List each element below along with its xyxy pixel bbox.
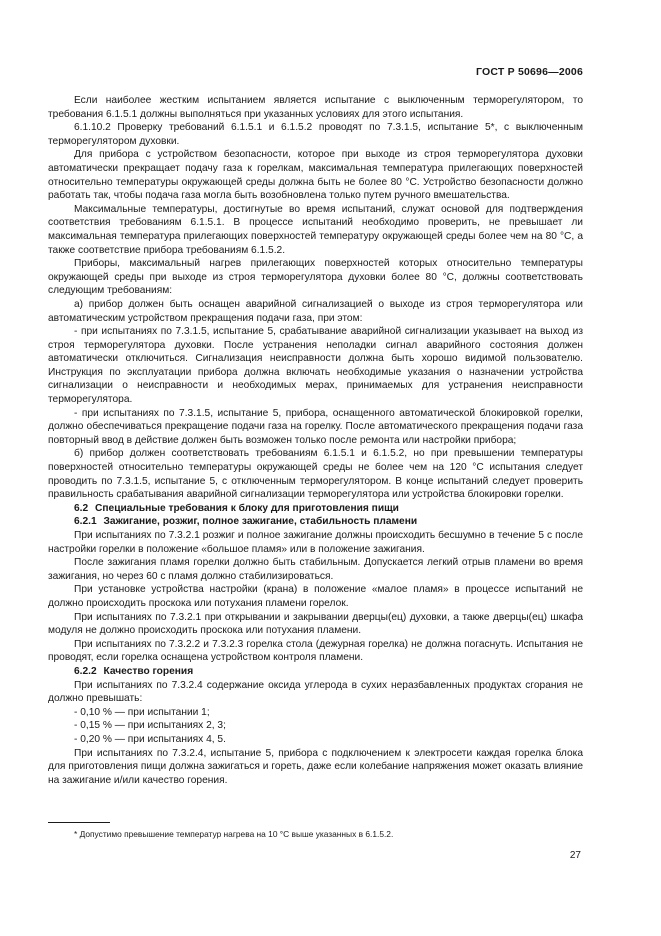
body-paragraph: б) прибор должен соответствовать требованиям 6.1.5.1 и 6.1.5.2, но при превышении температуры поверхностей относительно температуры окружающей среды не более чем на 120 °С испытания следует проводить по 7.3.1.5, испытание 5, с отключенным терморегулятором. В конце испытаний следует проверить правильность срабатывания аварийной сигнализации терморегулятора или устройства блокировки горелки. (48, 448, 583, 501)
footnote: * Допустимо превышение температур нагрева на 10 °С выше указанных в 6.1.5.2. (74, 829, 394, 839)
body-paragraph: При установке устройства настройки (крана) в положение «малое пламя» в процессе испытаний не должно происходить проскока или потухания пламени горелок. (48, 584, 583, 609)
body-paragraph: - 0,20 % — при испытаниях 4, 5. (74, 733, 226, 745)
body-paragraph: - при испытаниях по 7.3.1.5, испытание 5, срабатывание аварийной сигнализации указывает на выход из строя терморегулятора духовки. После устранения неполадки сигнал аварийного состояния должен автоматически отключиться. Сигнализация неисправности должна быть хорошо видимой пользователю. Инструкция по эксплуатации прибора должна включать необходимые указания о назначении устройства сигнализации о неисправности и необходимых мерах, принимаемых для устранения неисправности терморегулятора. (48, 326, 583, 406)
section-title: Специальные требования к блоку для приготовления пищи (95, 502, 399, 514)
page-number: 27 (569, 850, 581, 861)
body-paragraph: При испытаниях по 7.3.2.1 при открывании и закрывании дверцы(ец) духовки, а также дверцы(ец) шкафа модуля не должно происходить проскока или потухания пламени. (48, 611, 583, 637)
section-number: 6.2 (74, 502, 89, 514)
body-paragraph: При испытаниях по 7.3.2.2 и 7.3.2.3 горелка стола (дежурная горелка) не должна погаснуть. Испытания не проводят, если горелка оснащена устройством контроля пламени. (48, 638, 583, 664)
body-paragraph: Если наиболее жестким испытанием является испытание с выключенным терморегулятором, то требования 6.1.5.1 должны выполняться при указанных условиях для этого испытания. (48, 95, 583, 120)
section-title: Зажигание, розжиг, полное зажигание, стабильность пламени (103, 516, 418, 528)
document-body (48, 94, 583, 787)
body-paragraph: Приборы, максимальный нагрев прилегающих поверхностей которых относительно температуры окружающей среды при выходе из строя терморегулятора духовки более 80 °С, должны соответствовать следующим требованиям: (48, 258, 583, 297)
section-title: Качество горения (103, 665, 194, 677)
body-paragraph: 6.1.10.2 Проверку требований 6.1.5.1 и 6.1.5.2 проводят по 7.3.1.5, испытание 5*, с выключенным терморегулятором духовки. (48, 122, 583, 147)
section-number: 6.2.2 (74, 665, 97, 677)
body-paragraph: - при испытаниях по 7.3.1.5, испытание 5, прибора, оснащенного автоматической блокировкой горелки, должно обеспечиваться прекращение подачи газа на горелку. После автоматического прекращения подачи газа повторный ввод в действие должен быть возможен только после ремонта или настройки прибора; (48, 407, 583, 446)
body-paragraph: - 0,10 % — при испытании 1; (74, 706, 210, 718)
body-paragraph: - 0,15 % — при испытаниях 2, 3; (74, 720, 226, 732)
footnote-divider (48, 822, 110, 823)
section-heading (48, 515, 583, 529)
section-number: 6.2.1 (74, 516, 97, 528)
body-paragraph: Максимальные температуры, достигнутые во время испытаний, служат основой для подтверждения соответствия требованиям 6.1.5.1. В процессе испытаний необходимо проверить, не превышает ли максимальная температура прилегающих поверхностей температуру окружающей среды более чем на 80 °С, а также соответствие прибора требованиям 6.1.5.2. (48, 203, 583, 256)
body-paragraph: При испытаниях по 7.3.2.4, испытание 5, прибора с подключением к электросети каждая горелка блока для приготовления пищи должна зажигаться и гореть, даже если колебание напряжения может оказать влияние на зажигание и/или качество горения. (48, 747, 583, 786)
section-heading (48, 665, 583, 679)
document-header: ГОСТ Р 50696—2006 (475, 66, 583, 78)
body-paragraph: а) прибор должен быть оснащен аварийной сигнализацией о выходе из строя терморегулятора или автоматическим устройством прекращения подачи газа, при этом: (48, 298, 583, 324)
body-paragraph: При испытаниях по 7.3.2.1 розжиг и полное зажигание должны происходить бесшумно в течение 5 с после настройки горелки в положение «большое пламя» или в положение зажигания. (48, 530, 583, 555)
body-paragraph: После зажигания пламя горелки должно быть стабильным. Допускается легкий отрыв пламени во время зажигания, но через 60 с пламя должно стабилизироваться. (48, 557, 583, 582)
body-paragraph: При испытаниях по 7.3.2.4 содержание оксида углерода в сухих неразбавленных продуктах сгорания не должно превышать: (48, 679, 583, 705)
body-paragraph: Для прибора с устройством безопасности, которое при выходе из строя терморегулятора духовки автоматически прекращает подачу газа к горелкам, максимальная температура прилегающих поверхностей относительно температуры окружающей среды должна быть не более 80 °С. Устройство безопасности должно работать так, чтобы подача газа могла быть возобновлена только путем ручного вмешательства. (48, 149, 583, 202)
section-heading (48, 502, 583, 516)
